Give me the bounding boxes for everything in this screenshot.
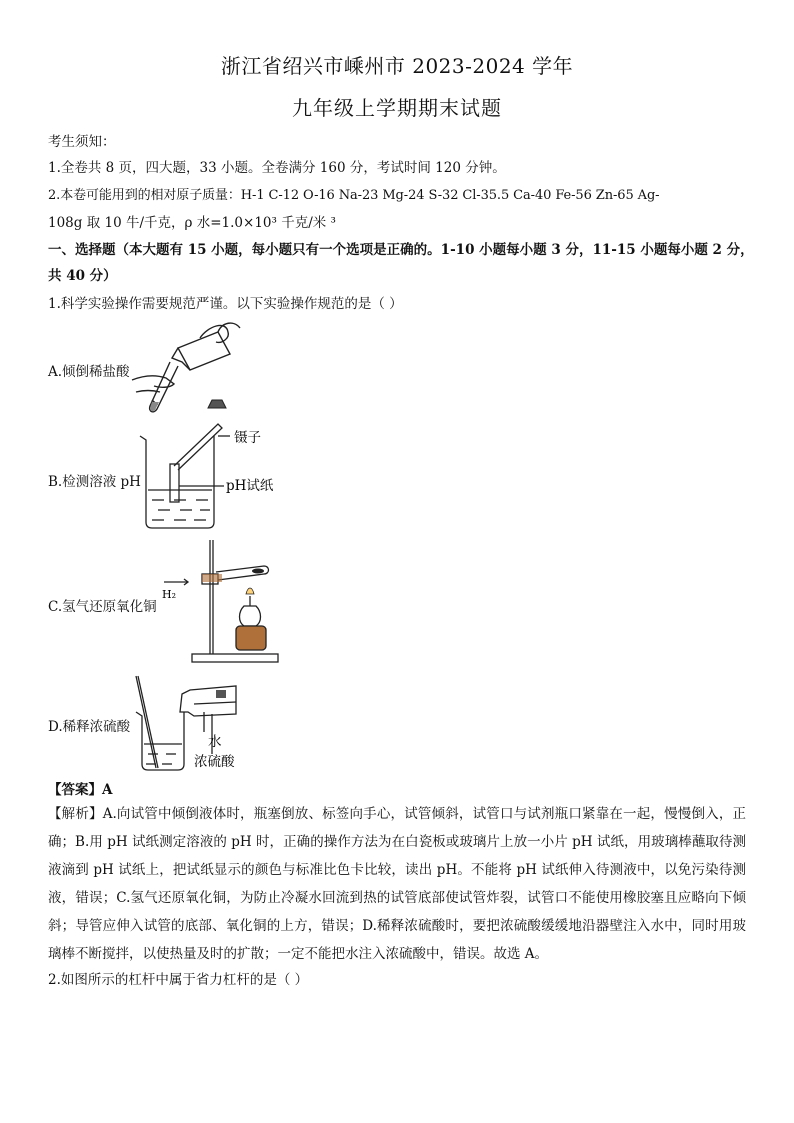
exam-title: 浙江省绍兴市嵊州市 2023-2024 学年 (220, 54, 574, 78)
ph-test-figure (134, 420, 314, 530)
notice-heading: 考生须知： (48, 134, 116, 150)
pouring-acid-figure (130, 318, 250, 418)
question-2-stem: 2.如图所示的杠杆中属于省力杠杆的是（ ） (48, 972, 309, 988)
water-label: 水 (208, 734, 222, 750)
dilute-acid-figure (132, 672, 262, 774)
exam-subtitle: 九年级上学期期末试题 (292, 96, 502, 120)
question-1-answer: 【答案】A (48, 782, 113, 798)
hydrogen-reduction-figure (158, 536, 282, 668)
question-1-analysis: 【解析】A.向试管中倾倒液体时，瓶塞倒放、标签向手心，试管倾斜，试管口与试剂瓶口紧靠在一起，慢慢倒入，正确；B.用 pH 试纸测定溶液的 pH 时，正确的操作方法为在白瓷板或玻璃片上放一小片 pH 试纸，用玻璃棒蘸取待测液滴到 pH 试纸上，把试纸显示的颜色与标准比色卡比较，读出 pH。不能将 pH 试纸伸入待测液中，以免污染待测液，错误；C.氢气还原氧化铜，为防止冷凝水回流到热的试管底部使试管炸裂，试管口不能使用橡胶塞且应略向下倾斜；导管应伸入试管的底部、氧化铜的上方，错误；D.稀释浓硫酸时，要把浓硫酸缓缓地沿器壁注入水中，同时用玻璃棒不断搅拌，以使热量及时的扩散；一定不能把水注入浓硫酸中，错误。故选 A。 (48, 806, 746, 962)
tweezers-label: 镊子 (234, 430, 261, 446)
h2-label: H₂ (162, 588, 177, 601)
notice-item-2-line1: 2.本卷可能用到的相对原子质量：H-1 C-12 O-16 Na-23 Mg-24 S-32 Cl-35.5 Ca-40 Fe-56 Zn-65 Ag- (48, 188, 660, 203)
notice-item-1: 1.全卷共 8 页，四大题，33 小题。全卷满分 160 分，考试时间 120 分钟。 (48, 160, 506, 176)
section-heading-line1: 一、选择题（本大题有 15 小题，每小题只有一个选项是正确的。1-10 小题每小题 3 分，11-15 小题每小题 2 分， (48, 242, 754, 258)
option-d-label: D.稀释浓硫酸 (48, 719, 131, 735)
question-1-stem: 1.科学实验操作需要规范严谨。以下实验操作规范的是（ ） (48, 296, 403, 312)
option-c-label: C.氢气还原氧化铜 (48, 599, 157, 615)
section-heading-line2: 共 40 分） (48, 268, 117, 284)
notice-item-2-line2: 108g 取 10 牛/千克，ρ 水=1.0×10³ 千克/米 ³ (48, 215, 336, 231)
option-b-label: B.检测溶液 pH (48, 474, 141, 490)
ph-paper-label: pH试纸 (226, 478, 274, 494)
acid-label: 浓硫酸 (194, 754, 235, 770)
option-a-label: A.倾倒稀盐酸 (48, 364, 130, 380)
